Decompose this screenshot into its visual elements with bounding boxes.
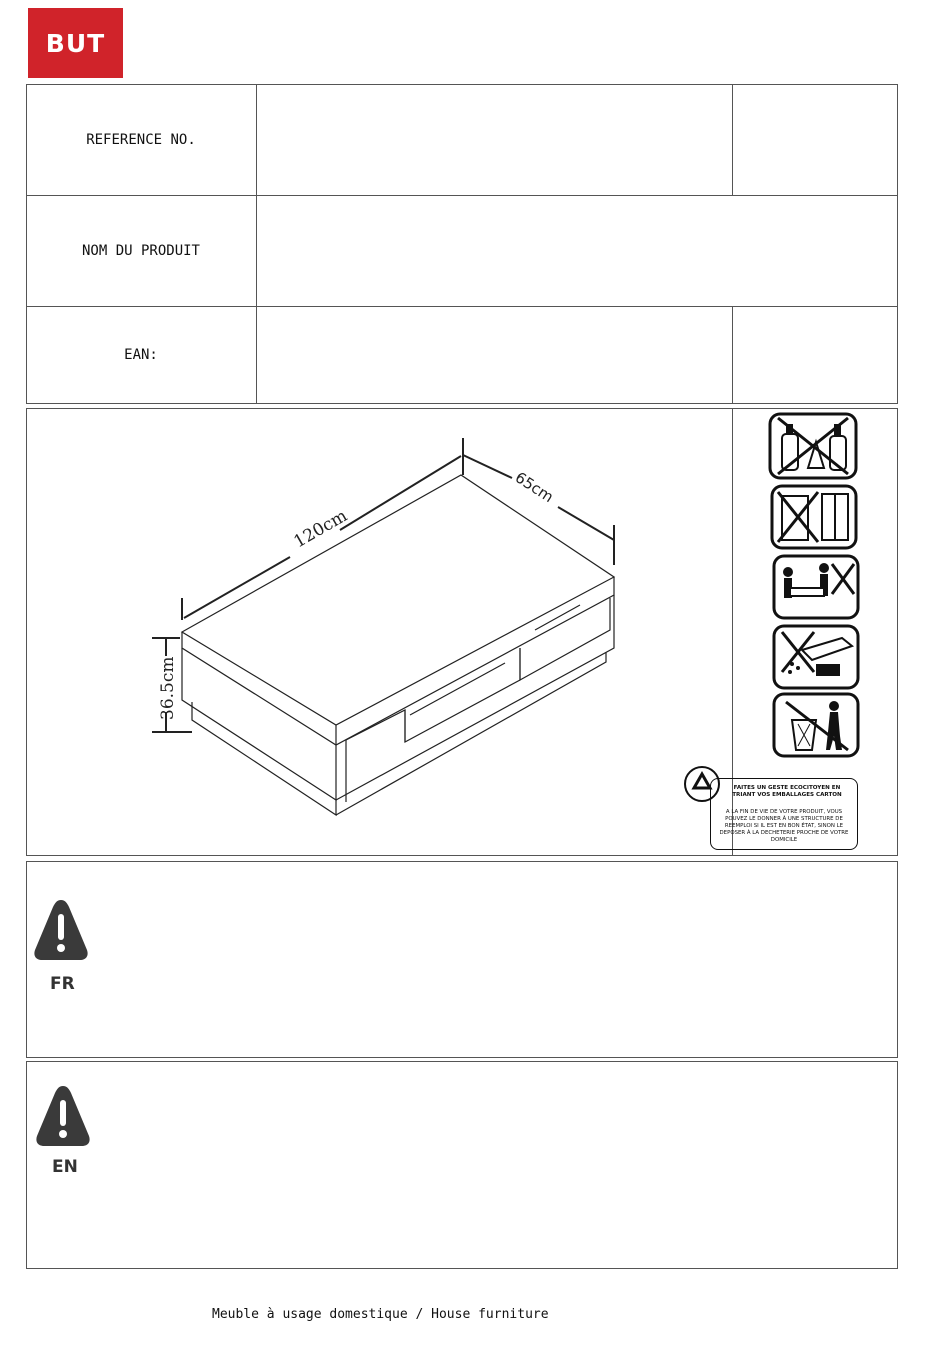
brand-logo: BUT — [28, 8, 123, 78]
reference-label: REFERENCE NO. — [86, 132, 196, 148]
no-chemicals-icon — [768, 412, 858, 480]
warning-icon — [32, 898, 90, 962]
no-glass-door-icon — [770, 484, 858, 550]
table-divider — [732, 84, 733, 195]
table-divider — [732, 306, 733, 404]
coffee-table-drawing — [140, 430, 630, 830]
dimension-height: 36.5cm — [158, 656, 178, 720]
table-top — [182, 475, 614, 725]
no-trash-icon — [772, 692, 860, 758]
warning-section-fr — [26, 861, 898, 1058]
recycling-title: FAITES UN GESTE ECOCITOYEN EN TRIANT VOS EMBALLAGES CARTON — [732, 785, 842, 798]
recycling-notice — [682, 764, 858, 852]
warning-lang-label: EN — [52, 1157, 78, 1177]
warning-lang-label: FR — [50, 974, 75, 994]
product-name-label: NOM DU PRODUIT — [81, 243, 200, 259]
table-divider — [26, 306, 898, 307]
ean-label: EAN: — [124, 347, 158, 363]
recycling-body: A LA FIN DE VIE DE VOTRE PRODUIT, VOUS POUVEZ LE DONNER À UNE STRUCTURE DE REEMPLOI SI IL EST EN BON ÉTAT, SINON LE DEPOSER À LA DECHETERIE PROCHE DE VOTRE DOMICILE — [719, 809, 849, 843]
two-person-lift-icon — [772, 554, 860, 620]
drawer-front — [405, 648, 520, 742]
table-divider — [26, 195, 898, 196]
no-abrasive-cleaning-icon — [772, 624, 860, 690]
dimension-depth: 65cm — [511, 468, 557, 507]
dimension-length: 120cm — [290, 505, 351, 553]
warning-icon — [34, 1084, 92, 1148]
footer-text: Meuble à usage domestique / House furniture — [212, 1307, 549, 1322]
table-divider — [256, 84, 257, 404]
warning-section-en — [26, 1061, 898, 1269]
